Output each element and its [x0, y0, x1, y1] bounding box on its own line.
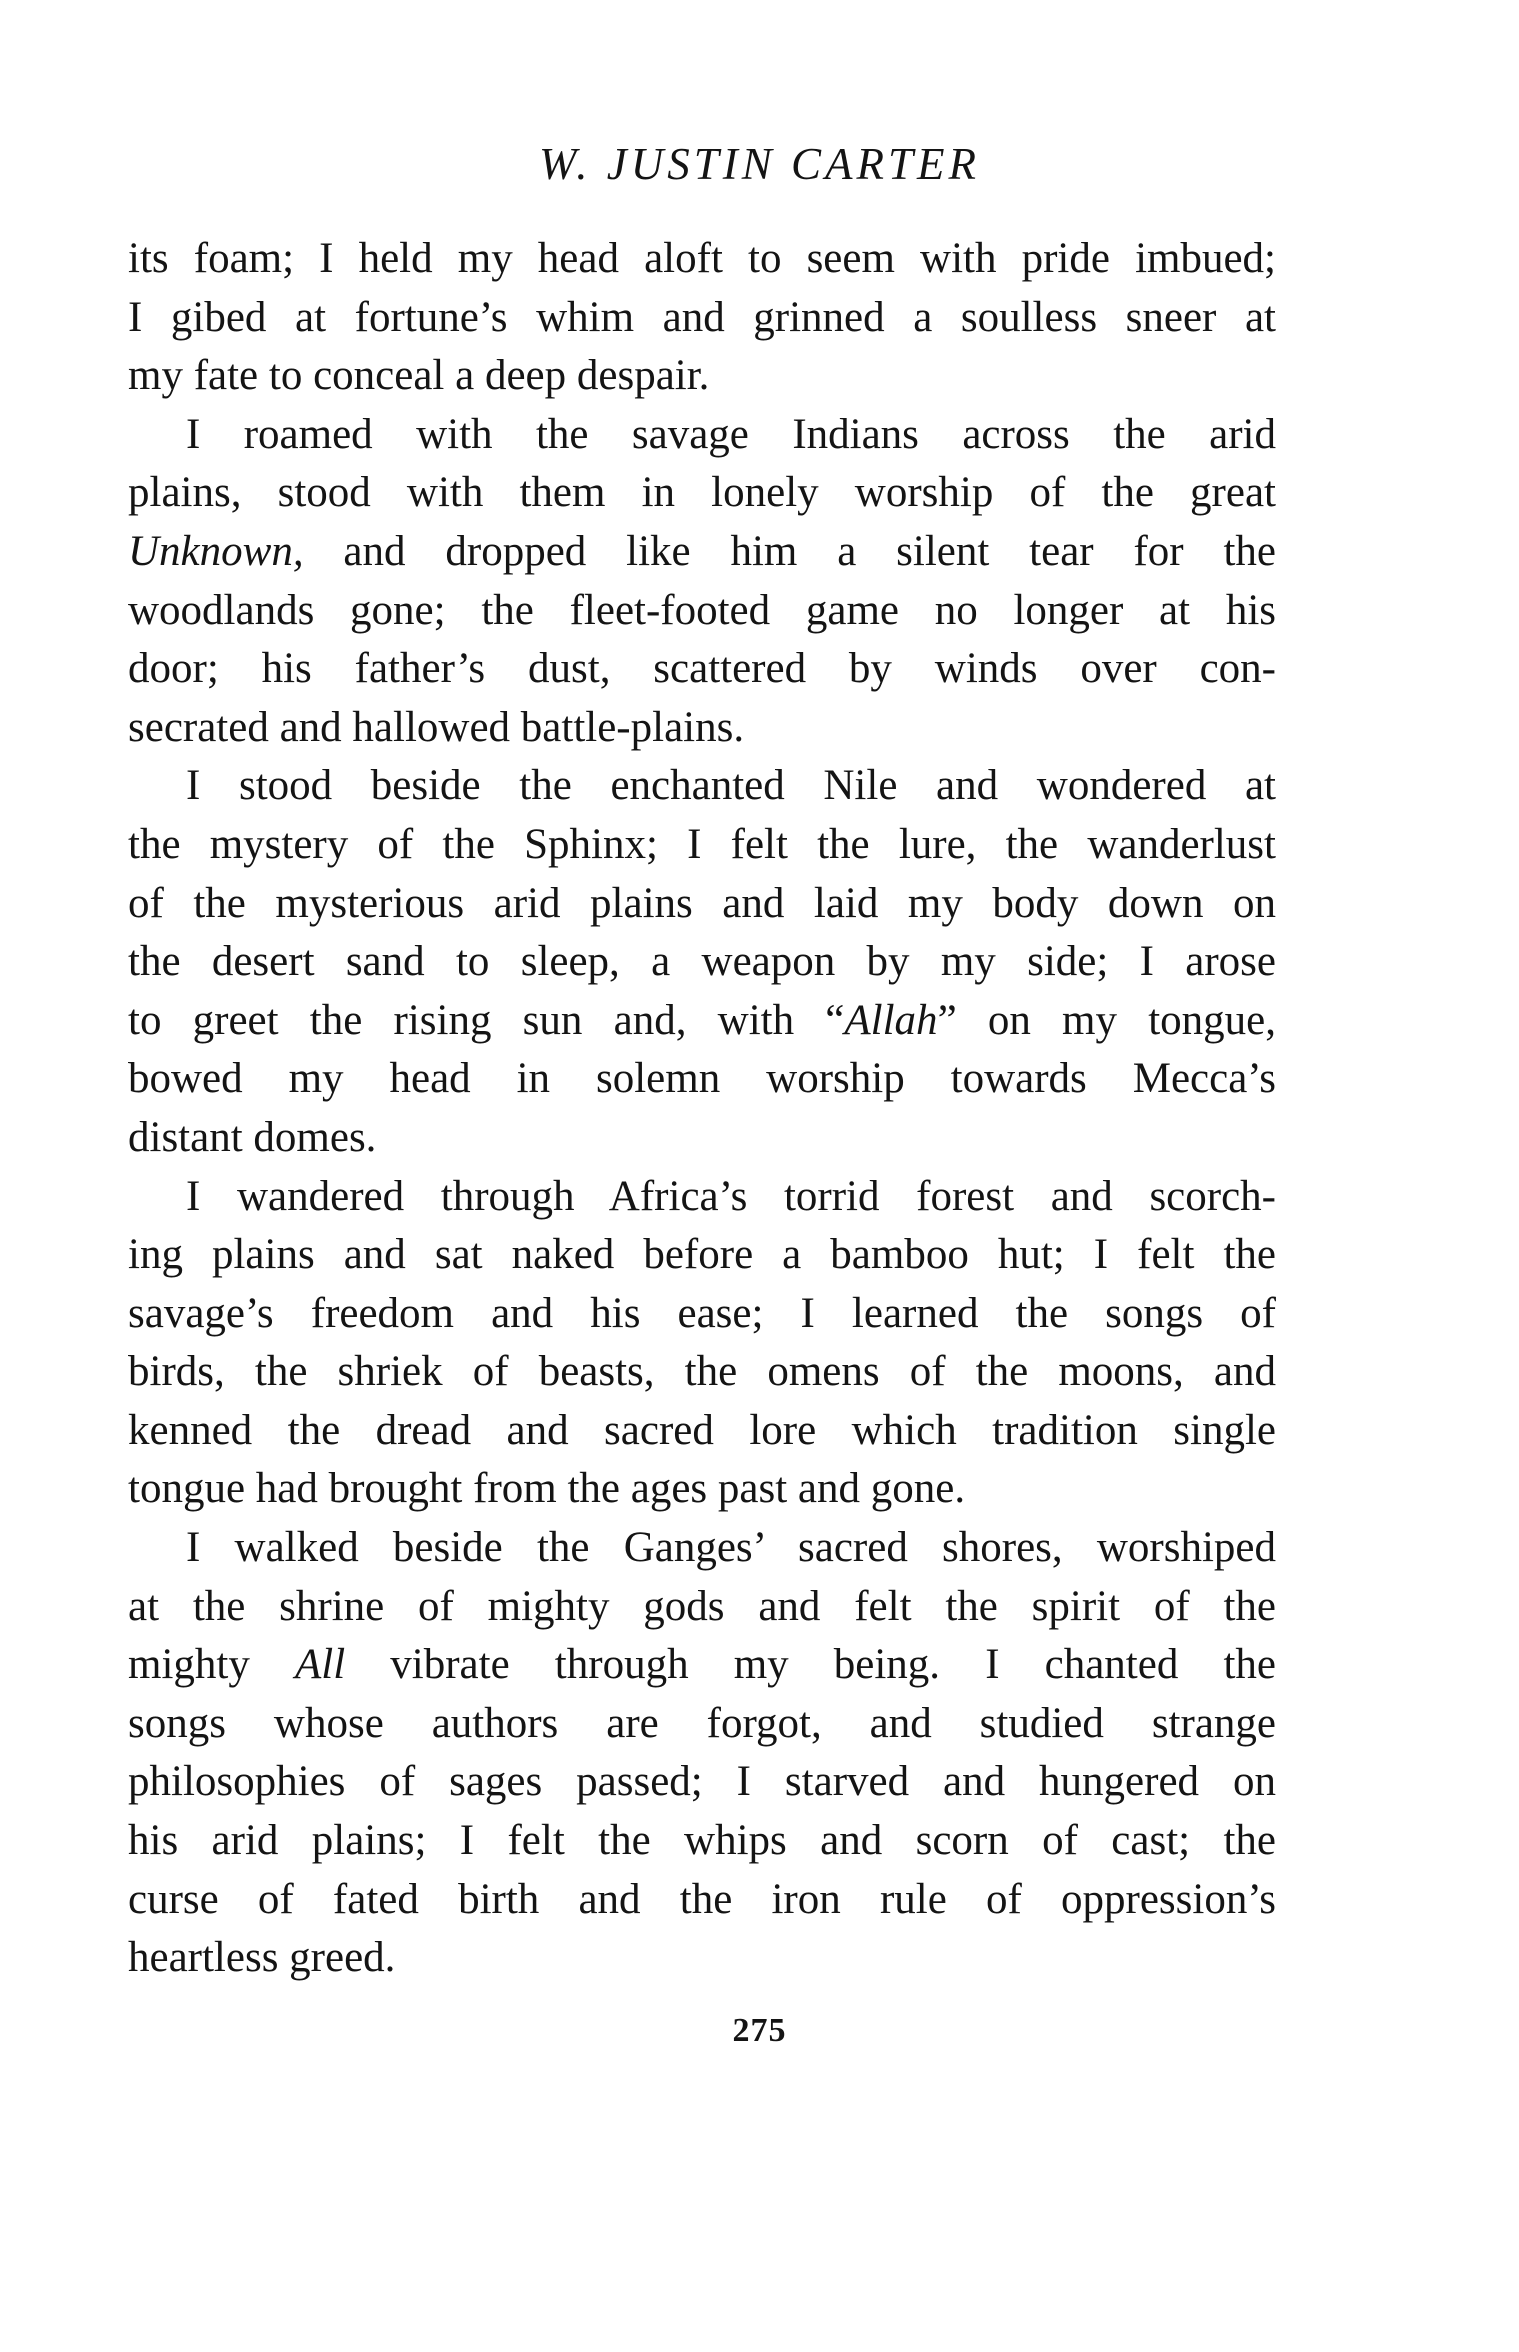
- text-line: to greet the rising sun and, with “Allah” on my tongue,: [128, 996, 1276, 1044]
- text-line: songs whose authors are forgot, and studied strange: [128, 1699, 1276, 1747]
- text-line: birds, the shriek of beasts, the omens of the moons, and: [128, 1348, 1276, 1396]
- text-line: curse of fated birth and the iron rule of oppression’s: [128, 1875, 1276, 1923]
- paragraph: [128, 1168, 1276, 1520]
- text-line: I gibed at fortune’s whim and grinned a soulless sneer at: [128, 293, 1276, 341]
- text-line: door; his father’s dust, scattered by winds over con-: [128, 645, 1276, 693]
- text-line: tongue had brought from the ages past and gone.: [128, 1465, 966, 1513]
- paragraph: [128, 757, 1276, 1167]
- text-line: heartless greed.: [128, 1934, 396, 1982]
- paragraph: [128, 230, 1276, 406]
- text-line: philosophies of sages passed; I starved and hungered on: [128, 1758, 1276, 1806]
- text-line: I walked beside the Ganges’ sacred shores, worshiped: [186, 1524, 1276, 1572]
- text-line: I roamed with the savage Indians across the arid: [186, 410, 1276, 458]
- text-line: plains, stood with them in lonely worship of the great: [128, 469, 1276, 517]
- italic-word: Unknown,: [128, 527, 304, 575]
- page-number: 275: [732, 2012, 787, 2049]
- text-line: secrated and hallowed battle-plains.: [128, 703, 745, 751]
- body-text: [128, 230, 1276, 1988]
- text-line: mighty All vibrate through my being. I chanted the: [128, 1641, 1277, 1689]
- text-line: his arid plains; I felt the whips and scorn of cast; the: [128, 1817, 1276, 1865]
- text-line: distant domes.: [128, 1113, 377, 1161]
- text-line: my fate to conceal a deep despair.: [128, 352, 710, 400]
- text-line: kenned the dread and sacred lore which tradition single: [128, 1406, 1276, 1454]
- text-line: I wandered through Africa’s torrid forest and scorch-: [186, 1172, 1276, 1220]
- italic-word: Allah: [844, 996, 938, 1044]
- paragraph: [128, 1519, 1276, 1988]
- text-line: I stood beside the enchanted Nile and wondered at: [186, 762, 1276, 810]
- text-line: the mystery of the Sphinx; I felt the lure, the wanderlust: [128, 820, 1276, 868]
- text-line: of the mysterious arid plains and laid my body down on: [128, 879, 1276, 927]
- text-line: its foam; I held my head aloft to seem with pride imbued;: [128, 235, 1276, 282]
- text-line: savage’s freedom and his ease; I learned the songs of: [128, 1289, 1276, 1337]
- running-head: W. JUSTIN CARTER: [538, 139, 981, 189]
- text-line: at the shrine of mighty gods and felt the spirit of the: [128, 1582, 1276, 1630]
- paragraph: [128, 406, 1276, 758]
- text-line: woodlands gone; the fleet-footed game no longer at his: [128, 586, 1276, 634]
- text-line: the desert sand to sleep, a weapon by my side; I arose: [128, 938, 1276, 986]
- italic-word: All: [294, 1641, 346, 1689]
- text-line: bowed my head in solemn worship towards Mecca’s: [128, 1055, 1276, 1103]
- text-line: Unknown, and dropped like him a silent tear for the: [128, 527, 1276, 575]
- text-line: ing plains and sat naked before a bamboo hut; I felt the: [128, 1231, 1276, 1279]
